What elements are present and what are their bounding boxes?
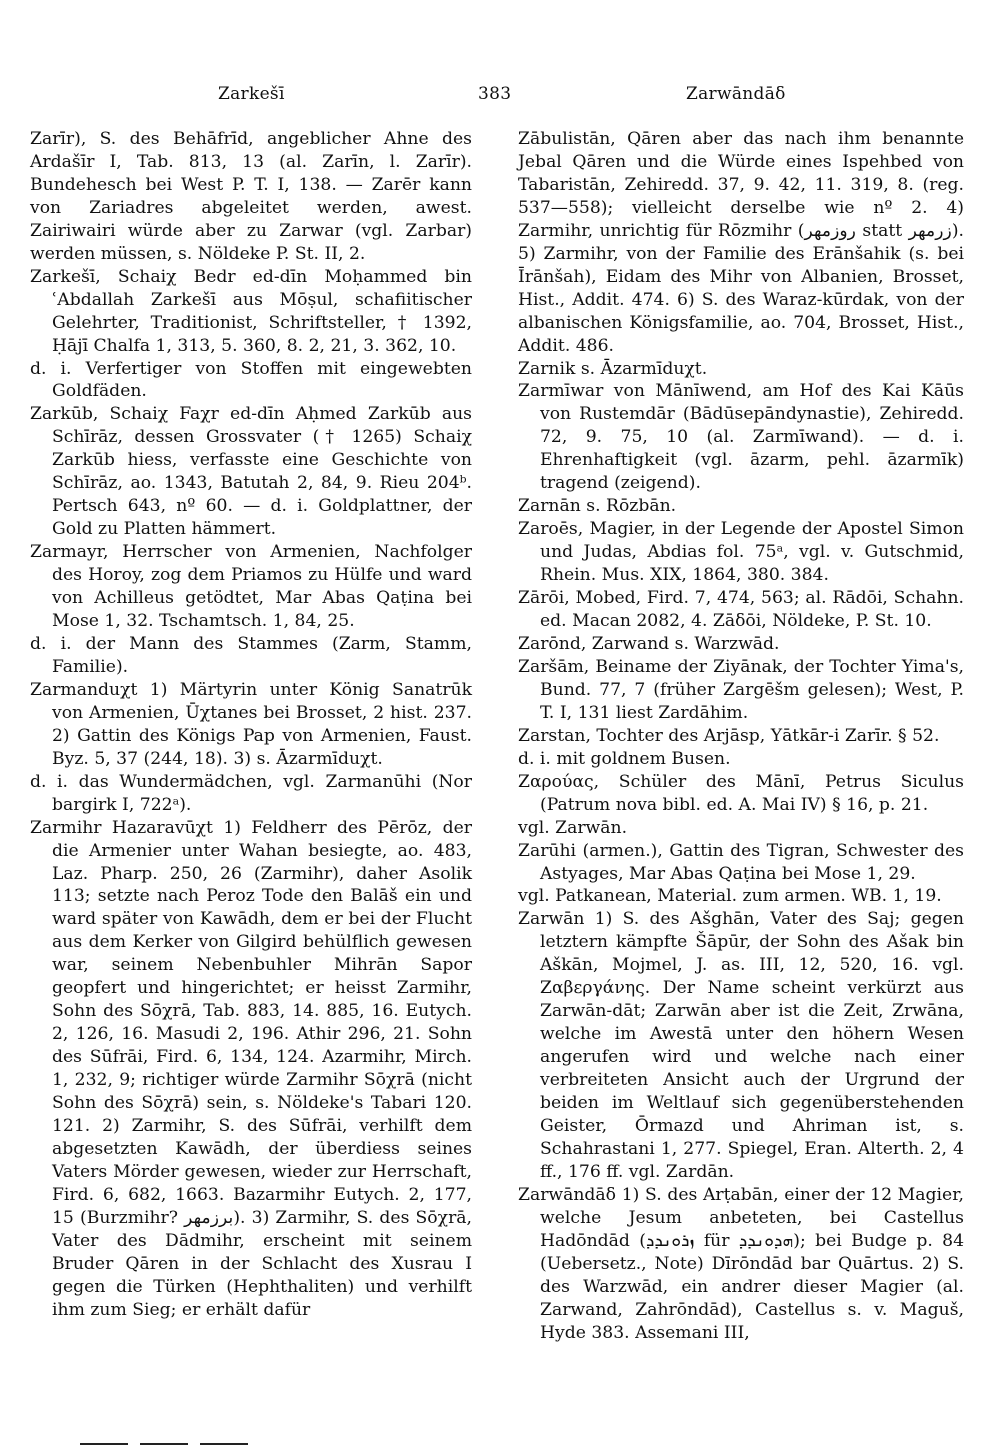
entry-zaroes: Zaroēs, Magier, in der Legende der Apostel Simon und Judas, Abdias fol. 75ᵃ, vgl. v. Gutschmid, Rhein. Mus. XIX, 1864, 380. 384.: [518, 519, 964, 586]
footer-rule: [200, 1443, 248, 1445]
entry-zarmanduxt-note: d. i. das Wundermädchen, vgl. Zarmanūhi (Nor bargirk I, 722ᵃ).: [30, 771, 472, 815]
running-head-left: Zarkešī: [218, 84, 285, 104]
entry-zarmayr-note: d. i. der Mann des Stammes (Zarm, Stamm, Familie).: [30, 633, 472, 677]
entry-zarkesi: Zarkešī, Schaiχ Bedr ed-dīn Moḥammed bin ʿAbdallah Zarkešī aus Mōṣul, schafiitischer Gelehrter, Traditionist, Schriftsteller, † 1392, Ḥājī Chalfa 1, 313, 5. 360, 8. 2, 21, 3. 362, 10.: [30, 266, 472, 356]
entry-zaruas: Ζαρούας, Schüler des Mānī, Petrus Siculus (Patrum nova bibl. ed. A. Mai IV) § 16, p. 21.: [518, 771, 964, 815]
entry-zarmanduxt: Zarmanduχt 1) Märtyrin unter König Sanatrūk von Armenien, Ūχtanes bei Brosset, 2 hist. 237. 2) Gattin des Königs Pap von Armenien, Faust. Byz. 5, 37 (244, 18). 3) s. Āzarmīduχt.: [30, 679, 472, 769]
entry-zarond: Zarōnd, Zarwand s. Warzwād.: [518, 633, 780, 654]
running-head: [0, 84, 1000, 108]
entry-zarmihr: Zarmihr Hazaravūχt 1) Feldherr des Pērōz, der die Armenier unter Wahan besiegte, ao. 483, Laz. Pharp. 250, 26 (Zarmihr), daher Asolik 113; setzte nach Peroz Tode den Balāš ein und ward später von Kawādh, dem er bei der Flucht aus dem Kerker von Gilgird behülflich gewesen war, seinem Nebenbuhler Mihrān Sapor geopfert und hingerichtet; er heisst Zarmihr, Sohn des Sōχrā, Tab. 883, 14. 885, 16. Eutych. 2, 126, 16. Masudi 2, 196. Athir 296, 21. Sohn des Sūfrāi, Fird. 6, 134, 124. Azarmihr, Mirch. 1, 232, 9; richtiger würde Zarmihr Sōχrā (nicht Sohn des Sōχrā) sein, s. Nöldeke's Tabari 120. 121. 2) Zarmihr, S. des Sūfrāi, verhilft dem abgesetzten Kawādh, der überdiess seines Vaters Mörder gewesen, wieder zur Herrschaft, Fird. 6, 682, 1663. Bazarmihr Eutych. 2, 177, 15 (Burzmihr? برزمهر). 3) Zarmihr, S. des Sōχrā, Vater des Dādmihr, erscheint mit seinem Bruder Qāren in der Schlacht des Xusrau I gegen die Türken (Hephthaliten) und verhilft ihm zum Sieg; er erhält dafür: [30, 817, 472, 1320]
entry-zaruhi: Zarūhi (armen.), Gattin des Tigran, Schwester des Astyages, Mar Abas Qaṭina bei Mose 1, 29.: [518, 840, 964, 884]
running-head-right: Zarwāndāδ: [686, 84, 786, 104]
entry-zarwan: Zarwān 1) S. des Ašghān, Vater des Saj; gegen letztern kämpfte Šāpūr, der Sohn des Ašak bin Aškān, Mojmel, J. as. III, 12, 520, 16. vgl. Ζαβεργάνης. Der Name scheint verkürzt aus Zarwān-dāt; Zarwān aber ist die Zeit, Zrwāna, welche im Awestā unter den höhern Wesen angerufen wird und welche nach einer verbreiteten Ansicht auch der Urgrund der beiden im Weltlauf sich gegenüberstehenden Geister, Ōrmazd und Ahriman ist, s. Schahrastani 1, 277. Spiegel, Eran. Alterth. 2, 4 ff., 176 ff. vgl. Zardān.: [518, 909, 964, 1182]
entry-zarnan: Zarnān s. Rōzbān.: [518, 496, 677, 517]
entry-zarstan-note: d. i. mit goldnem Busen.: [518, 748, 731, 769]
entry-zarir-continued: Zarīr), S. des Behāfrīd, angeblicher Ahne des Ardašīr I, Tab. 813, 13 (al. Zarīn, l. Zarīr). Bundehesch bei West P. T. I, 138. — Zarēr kann von Zariadres abgeleitet werden, awest. Zairiwairi würde aber zu Zarwar (vgl. Zarbar) werden müssen, s. Nöldeke P. St. II, 2.: [30, 129, 472, 264]
entry-zaroi: Zārōi, Mobed, Fird. 7, 474, 563; al. Rādōi, Schahn. ed. Macan 2082, 4. Zāδōi, Nöldeke, P. St. 10.: [518, 588, 964, 632]
entry-zaruhi-note: vgl. Patkanean, Material. zum armen. WB. 1, 19.: [518, 886, 942, 907]
entry-zaruas-note: vgl. Zarwān.: [518, 817, 628, 838]
entry-zarkub: Zarkūb, Schaiχ Faχr ed-dīn Aḥmed Zarkūb aus Schīrāz, dessen Grossvater († 1265) Schaiχ Zarkūb hiess, verfasste eine Geschichte von Schīrāz, ao. 1343, Batutah 2, 84, 9. Rieu 204ᵇ. Pertsch 643, nº 60. — d. i. Goldplattner, der Gold zu Platten hämmert.: [30, 404, 472, 540]
entry-zarwandad: Zarwāndāδ 1) S. des Arṭabān, einer der 12 Magier, welche Jesum anbeteten, bei Castellus Hadōndād (ܙܪܘܢܕܕ für ܗܕܘܢܕܕ); bei Budge p. 84 (Uebersetz., Note) Dīrōndād bar Quārtus. 2) S. des Warzwād, ein andrer dieser Magier (al. Zarwand, Zahrōndād), Castellus s. v. Maguš, Hyde 383. Assemani III,: [518, 1184, 965, 1343]
page-number: 383: [478, 84, 512, 104]
entry-zarmiwar: Zarmīwar von Mānīwend, am Hof des Kai Kāūs von Rustemdār (Bādūsepāndynastie), Zehiredd. 72, 9. 75, 10 (al. Zarmīwand). — d. i. Ehrenhaftigkeit (vgl. āzarm, pehl. āzarmīk) tragend (zeigend).: [518, 381, 964, 494]
right-column: [518, 128, 964, 1345]
entry-zarkesi-note: d. i. Verfertiger von Stoffen mit eingewebten Goldfäden.: [30, 358, 472, 402]
entry-zarmihr-continued: Zābulistān, Qāren aber das nach ihm benannte Jebal Qāren und die Würde eines Ispehbed von Tabaristān, Zehiredd. 37, 9. 42, 11. 319, 8. (reg. 537—558); vielleicht derselbe wie nº 2. 4) Zarmihr, unrichtig für Rōzmihr (روزمهر statt زرمهر). 5) Zarmihr, von der Familie des Erānšahik (s. bei Īrānšah), Eidam des Mihr von Albanien, Brosset, Hist., Addit. 474. 6) S. des Waraz-kūrdak, von der albanischen Königsfamilie, ao. 704, Brosset, Hist., Addit. 486.: [518, 129, 964, 356]
left-column: [30, 128, 472, 1322]
footer-rules: [80, 1443, 300, 1445]
entry-zarsam: Zaršām, Beiname der Ziyānak, der Tochter Yima's, Bund. 77, 7 (früher Zargēšm gelesen); West, P. T. I, 131 liest Zardāhim.: [518, 656, 964, 723]
entry-zarnik: Zarnik s. Āzarmīduχt.: [518, 358, 708, 379]
footer-rule: [140, 1443, 188, 1445]
entry-zarstan: Zarstan, Tochter des Arjāsp, Yātkār-i Zarīr. § 52.: [518, 725, 940, 746]
footer-rule: [80, 1443, 128, 1445]
entry-zarmayr: Zarmayr, Herrscher von Armenien, Nachfolger des Horoy, zog dem Priamos zu Hülfe und ward von Achilleus getödtet, Mar Abas Qaṭina bei Mose 1, 32. Tschamtsch. 1, 84, 25.: [30, 542, 472, 632]
